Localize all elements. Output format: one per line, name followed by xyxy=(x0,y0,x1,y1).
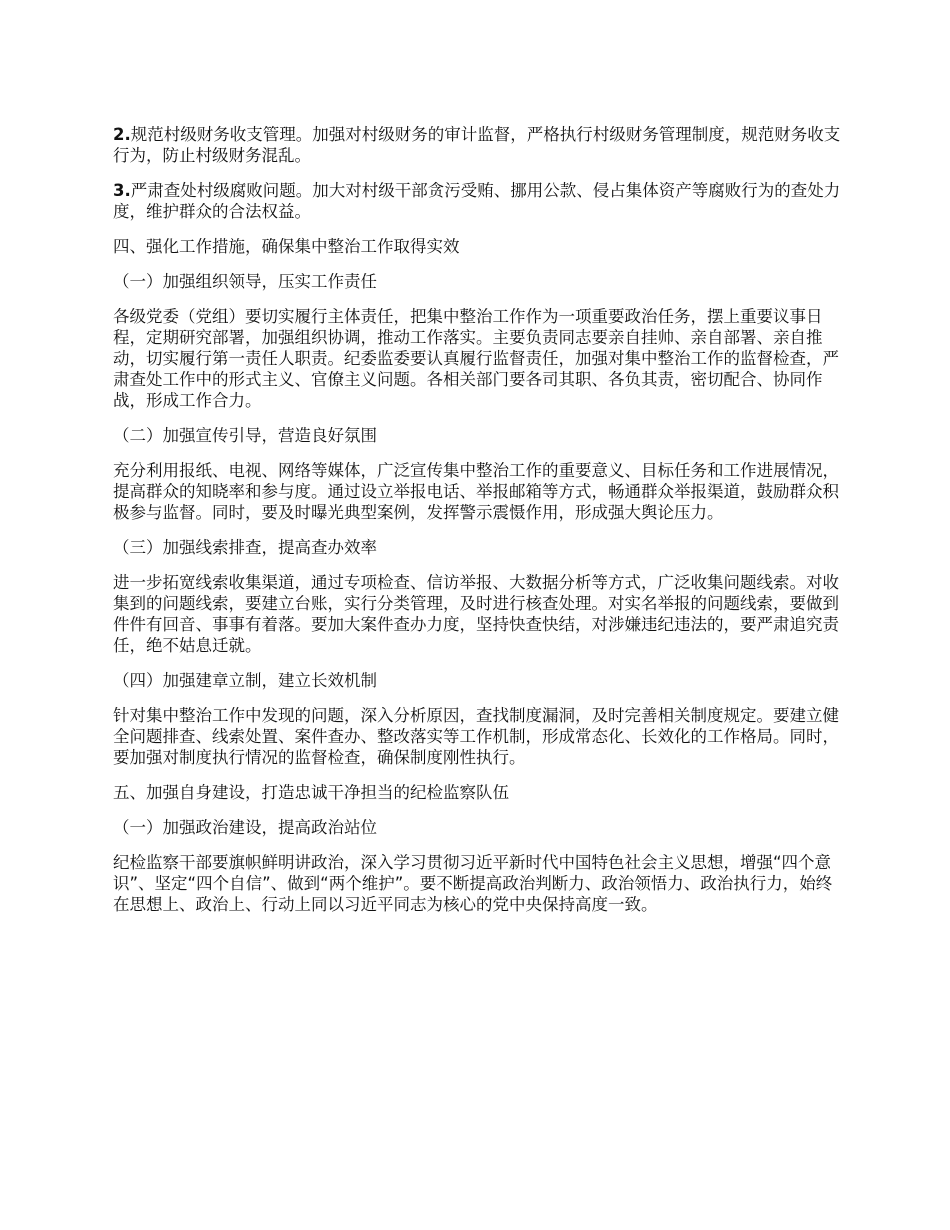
subsection-heading: （四）加强建章立制，建立长效机制 xyxy=(113,671,377,690)
paragraph: 纪检监察干部要旗帜鲜明讲政治，深入学习贯彻习近平新时代中国特色社会主义思想，增强“四个意识”、坚定“四个自信”、做到“两个维护”。要不断提高政治判断力、政治领悟力、政治执行力，始终在思想上、政治上、行动上同以习近平同志为核心的党中央保持高度一致。 xyxy=(113,853,833,914)
list-item-text: 严肃查处村级腐败问题。加大对村级干部贪污受贿、挪用公款、侵占集体资产等腐败行为的查处力度，维护群众的合法权益。 xyxy=(113,181,841,221)
subsection-heading: （三）加强线索排查，提高查办效率 xyxy=(113,538,377,557)
section-heading-5: 五、加强自身建设，打造忠诚干净担当的纪检监察队伍 xyxy=(113,783,509,802)
paragraph: 针对集中整治工作中发现的问题，深入分析原因，查找制度漏洞，及时完善相关制度规定。要建立健全问题排查、线索处置、案件查办、整改落实等工作机制，形成常态化、长效化的工作格局。同时，要加强对制度执行情况的监督检查，确保制度刚性执行。 xyxy=(113,706,839,767)
section-heading-4: 四、强化工作措施，确保集中整治工作取得实效 xyxy=(113,237,460,256)
list-number: 2. xyxy=(113,125,131,144)
subsection-heading: （二）加强宣传引导，营造良好氛围 xyxy=(113,426,377,445)
subsection-heading: （一）加强组织领导，压实工作责任 xyxy=(113,272,377,291)
subsection-heading: （一）加强政治建设，提高政治站位 xyxy=(113,818,377,837)
paragraph: 各级党委（党组）要切实履行主体责任，把集中整治工作作为一项重要政治任务，摆上重要议事日程，定期研究部署，加强组织协调，推动工作落实。主要负责同志要亲自挂帅、亲自部署、亲自推动，切实履行第一责任人职责。纪委监委要认真履行监督责任，加强对集中整治工作的监督检查，严肃查处工作中的形式主义、官僚主义问题。各相关部门要各司其职、各负其责，密切配合、协同作战，形成工作合力。 xyxy=(113,307,839,410)
list-item-2 xyxy=(113,124,843,166)
paragraph: 进一步拓宽线索收集渠道，通过专项检查、信访举报、大数据分析等方式，广泛收集问题线索。对收集到的问题线索，要建立台账，实行分类管理，及时进行核查处理。对实名举报的问题线索，要做到件件有回音、事事有着落。要加大案件查办力度，坚持快查快结，对涉嫌违纪违法的，要严肃追究责任，绝不姑息迁就。 xyxy=(113,573,839,655)
paragraph: 充分利用报纸、电视、网络等媒体，广泛宣传集中整治工作的重要意义、目标任务和工作进展情况，提高群众的知晓率和参与度。通过设立举报电话、举报邮箱等方式，畅通群众举报渠道，鼓励群众积极参与监督。同时，要及时曝光典型案例，发挥警示震慑作用，形成强大舆论压力。 xyxy=(113,461,839,522)
list-number: 3. xyxy=(113,181,131,200)
document-body xyxy=(113,124,843,929)
list-item-text: 规范村级财务收支管理。加强对村级财务的审计监督，严格执行村级财务管理制度，规范财务收支行为，防止村级财务混乱。 xyxy=(113,125,841,165)
list-item-3 xyxy=(113,180,843,222)
